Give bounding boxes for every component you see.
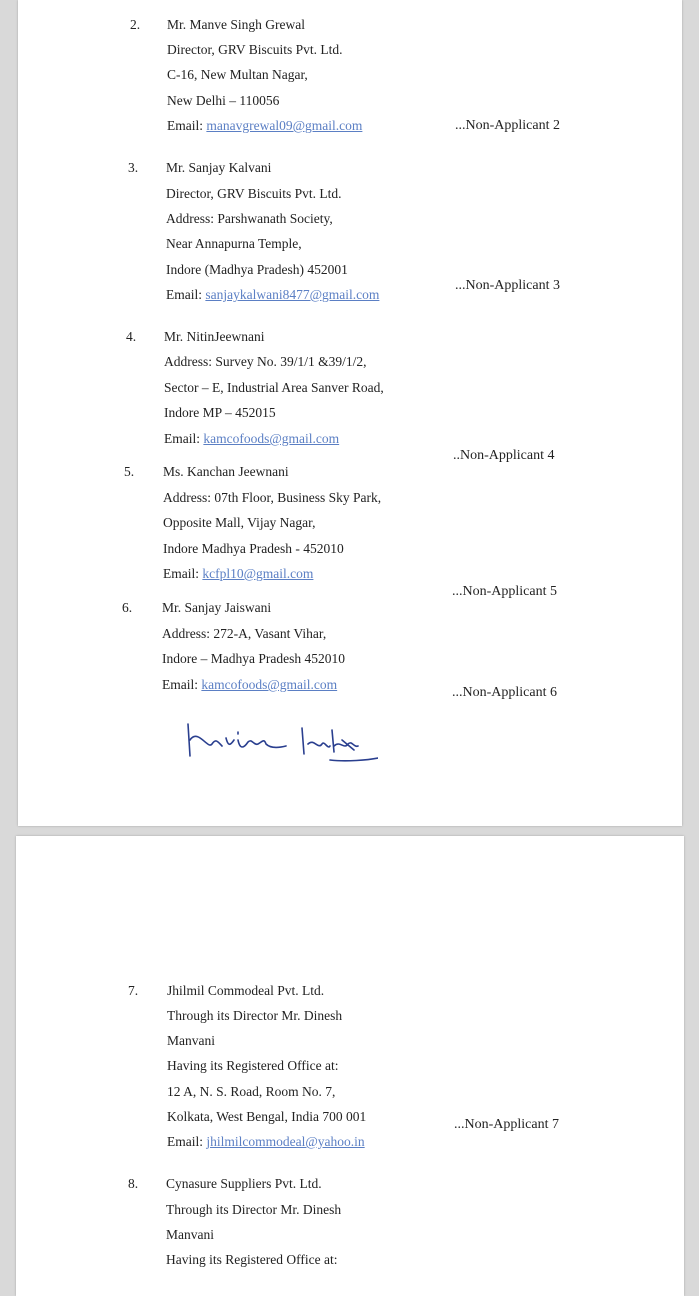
email-line (166, 287, 379, 303)
entry-number: 5. (124, 464, 135, 479)
entry-line: Having its Registered Office at: (167, 1058, 339, 1073)
entry-line: Ms. Kanchan Jeewnani (163, 464, 289, 479)
entry-line: Director, GRV Biscuits Pvt. Ltd. (166, 186, 342, 201)
entry-line: Address: Parshwanath Society, (166, 211, 333, 226)
email-link[interactable]: manavgrewal09@gmail.com (206, 118, 363, 133)
email-line (163, 566, 313, 582)
entry-line: Mr. Sanjay Jaiswani (162, 600, 272, 615)
entry-line: 12 A, N. S. Road, Room No. 7, (167, 1084, 336, 1099)
email-label: Email: (166, 287, 202, 302)
entry-number: 4. (126, 329, 137, 344)
non-applicant-tag: ...Non-Applicant 3 (455, 278, 560, 293)
entry-line: Manvani (167, 1033, 215, 1048)
entry-line: C-16, New Multan Nagar, (167, 67, 308, 82)
non-applicant-tag: ..Non-Applicant 4 (453, 448, 555, 463)
email-line (167, 118, 362, 134)
entry-line: Having its Registered Office at: (166, 1252, 338, 1267)
email-line (162, 677, 337, 693)
entry-line: Jhilmil Commodeal Pvt. Ltd. (167, 983, 325, 998)
entry-line: Indore Madhya Pradesh - 452010 (163, 541, 344, 556)
entry-line: Opposite Mall, Vijay Nagar, (163, 515, 316, 530)
email-line (164, 431, 339, 447)
handwritten-signature-icon (178, 710, 378, 770)
entry-number: 6. (122, 600, 133, 615)
entry-line: Indore (Madhya Pradesh) 452001 (166, 262, 348, 277)
entry-number: 2. (130, 17, 141, 32)
entry-line: Kolkata, West Bengal, India 700 001 (167, 1109, 367, 1124)
non-applicant-tag: ...Non-Applicant 5 (452, 584, 557, 599)
entry-line: Indore MP – 452015 (164, 405, 276, 420)
entry-line: Address: 07th Floor, Business Sky Park, (163, 490, 382, 505)
entry-line: Near Annapurna Temple, (166, 236, 302, 251)
entry-line: Through its Director Mr. Dinesh (166, 1202, 342, 1217)
entry-number: 3. (128, 160, 139, 175)
entry-line: Mr. NitinJeewnani (164, 329, 265, 344)
entry-line: Director, GRV Biscuits Pvt. Ltd. (167, 42, 343, 57)
entry-line: New Delhi – 110056 (167, 93, 280, 108)
email-link[interactable]: jhilmilcommodeal@yahoo.in (206, 1134, 365, 1149)
non-applicant-tag: ...Non-Applicant 6 (452, 685, 557, 700)
entry-line: Sector – E, Industrial Area Sanver Road, (164, 380, 384, 395)
email-label: Email: (167, 118, 203, 133)
email-link[interactable]: kamcofoods@gmail.com (203, 431, 340, 446)
entry-line: Address: Survey No. 39/1/1 &39/1/2, (164, 354, 367, 369)
email-link[interactable]: kcfpl10@gmail.com (202, 566, 314, 581)
non-applicant-tag: ...Non-Applicant 2 (455, 118, 560, 133)
entry-line: Cynasure Suppliers Pvt. Ltd. (166, 1176, 322, 1191)
document-page-1 (18, 0, 682, 826)
document-page-2 (16, 836, 684, 1296)
entry-line: Manvani (166, 1227, 214, 1242)
email-link[interactable]: kamcofoods@gmail.com (201, 677, 338, 692)
email-label: Email: (164, 431, 200, 446)
entry-line: Through its Director Mr. Dinesh (167, 1008, 343, 1023)
email-link[interactable]: sanjaykalwani8477@gmail.com (205, 287, 380, 302)
entry-line: Address: 272-A, Vasant Vihar, (162, 626, 327, 641)
entry-line: Indore – Madhya Pradesh 452010 (162, 651, 345, 666)
non-applicant-tag: ...Non-Applicant 7 (454, 1117, 559, 1132)
email-label: Email: (167, 1134, 203, 1149)
entry-number: 7. (128, 983, 139, 998)
entry-line: Mr. Manve Singh Grewal (167, 17, 305, 32)
entry-number: 8. (128, 1176, 139, 1191)
email-label: Email: (162, 677, 198, 692)
entry-line: Mr. Sanjay Kalvani (166, 160, 272, 175)
email-label: Email: (163, 566, 199, 581)
email-line (167, 1134, 365, 1150)
